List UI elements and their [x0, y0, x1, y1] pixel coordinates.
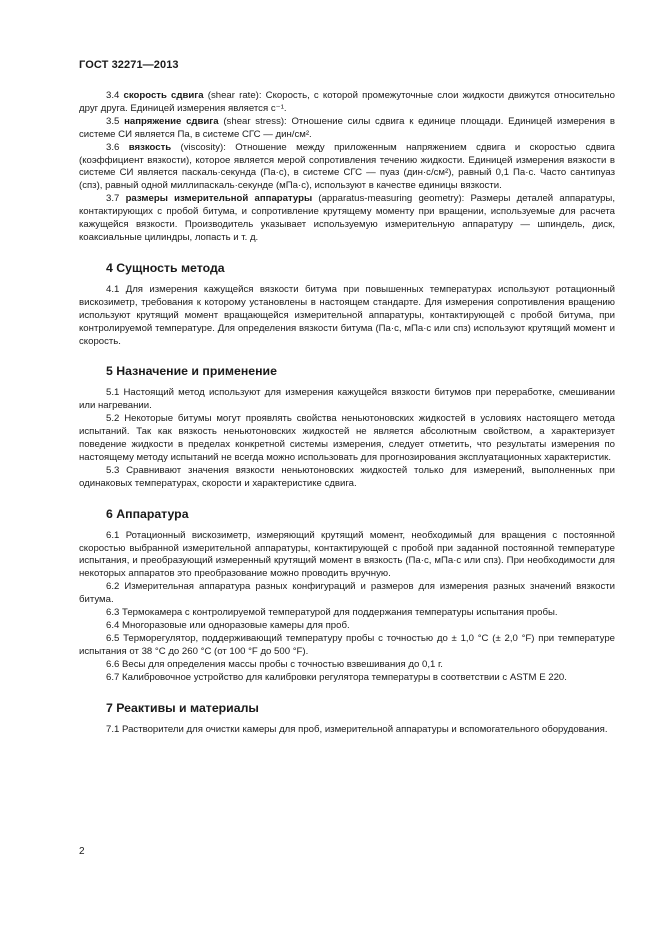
clause-3-6 [79, 142, 615, 194]
clause-5-1: 5.1 Настоящий метод используют для измерения кажущейся вязкости битумов при переработке, смешивании или нагревании. [79, 387, 615, 412]
section-heading-4: 4 Сущность метода [106, 260, 225, 275]
clause-3-7 [79, 193, 615, 245]
page-number: 2 [79, 846, 85, 857]
clause-number: 3.5 [106, 115, 125, 127]
clause-6-3: 6.3 Термокамера с контролируемой температурой для поддержания температуры испытания пробы. [106, 607, 558, 619]
term-shear-rate: скорость сдвига [123, 90, 204, 101]
clause-4-1: 4.1 Для измерения кажущейся вязкости битума при повышенных температурах используют ротационный вискозиметр, требования к которому установлены в настоящем стандарте. Для измерения сопротивления вращению используют крутящий момент вращающейся измерительной аппаратуры, контактирующей с пробой битума, при контролируемой температуре. Для определения вязкости битума (Па·с, мПа·с или спз) используют крутящий момент и скорость. [79, 283, 615, 347]
document-code: ГОСТ 32271—2013 [79, 59, 179, 71]
clause-text: (apparatus-measuring geometry): Размеры деталей аппаратуры, контактирующих с пробой битума, и сопротивление крутящему моменту при вращении, используемые для расчета кажущейся вязкости. Производитель указывает используемую измерительную аппаратуру — шпиндель, диск, коаксиальные цилиндры, лопасть и т. д. [79, 193, 615, 243]
clause-text: (shear rate): Скорость, с которой промежуточные слои жидкости движутся относительно друг друга. Единицей измерения является с⁻¹. [79, 90, 615, 114]
clause-text: (viscosity): Отношение между приложенным напряжением сдвига и скоростью сдвига (коэффициент вязкости), которое является мерой сопротивления течению жидкости. Единицей измерения вязкости в системе СИ является паскаль·секунда (Па·с), в системе СГС — пуаз (дин·с/см²), равный 0,1 Па·с. Часто сантипуаз (спз), равный одной миллипаскаль·секунде (мПа·с), используют в качестве единицы вязкости. [79, 141, 615, 192]
clause-6-2: 6.2 Измерительная аппаратура разных конфигураций и размеров для измерения разных значений вязкости битума. [79, 581, 615, 606]
term-apparatus-geometry: размеры измерительной аппаратуры [125, 193, 313, 205]
clause-6-5: 6.5 Терморегулятор, поддерживающий температуру пробы с точностью до ± 1,0 °C (± 2,0 °F) при температуре испытания от 38 °C до 260 °C (от 100 °F до 500 °F). [79, 632, 615, 657]
clause-6-6: 6.6 Весы для определения массы пробы с точностью взвешивания до 0,1 г. [106, 658, 443, 670]
clause-3-4 [79, 90, 615, 116]
section-heading-7: 7 Реактивы и материалы [106, 700, 259, 715]
section-heading-5: 5 Назначение и применение [106, 364, 277, 379]
term-viscosity: вязкость [128, 141, 172, 153]
clause-number: 3.7 [106, 193, 126, 205]
clause-6-4: 6.4 Многоразовые или одноразовые камеры для проб. [106, 620, 350, 631]
term-shear-stress: напряжение сдвига [124, 115, 219, 127]
clause-5-2: 5.2 Некоторые битумы могут проявлять свойства неньютоновских жидкостей в условиях настоящего метода испытаний. Так как вязкость неньютоновских жидкостей не является абсолютным свойством, а характеризует поведение жидкости в пределах конкретной системы измерения, следует отметить, что результаты измерения по настоящему методу испытаний не всегда можно использовать для прогнозирования эксплуатационных характеристик. [79, 413, 615, 463]
clause-6-7: 6.7 Калибровочное устройство для калибровки регулятора температуры в соответствии с ASTM E 220. [106, 671, 567, 683]
clause-7-1: 7.1 Растворители для очистки камеры для проб, измерительной аппаратуры и вспомогательного оборудования. [106, 723, 608, 735]
clause-6-1: 6.1 Ротационный вискозиметр, измеряющий крутящий момент, необходимый для вращения с постоянной скоростью выбранной измерительной аппаратуры, контактирующей с пробой при заданной постоянной температуре испытания, и преобразующий измеренный крутящий момент в вязкость (Па·с, мПа·с или спз). При необходимости для некоторых аппаратов это преобразование можно проводить вручную. [79, 529, 615, 580]
clause-5-3: 5.3 Сравнивают значения вязкости неньютоновских жидкостей только для измерений, выполненных при одинаковых температурах, скорости и характеристике сдвига. [79, 464, 615, 489]
clause-number: 3.6 [106, 141, 129, 153]
clause-3-5 [79, 116, 615, 142]
clause-text: (shear stress): Отношение силы сдвига к единице площади. Единицей измерения в системе СИ является Па, в системе СГС — дин/см². [79, 115, 615, 140]
section-heading-6: 6 Аппаратура [106, 506, 189, 521]
document-body [79, 90, 615, 736]
clause-number: 3.4 [106, 90, 124, 101]
